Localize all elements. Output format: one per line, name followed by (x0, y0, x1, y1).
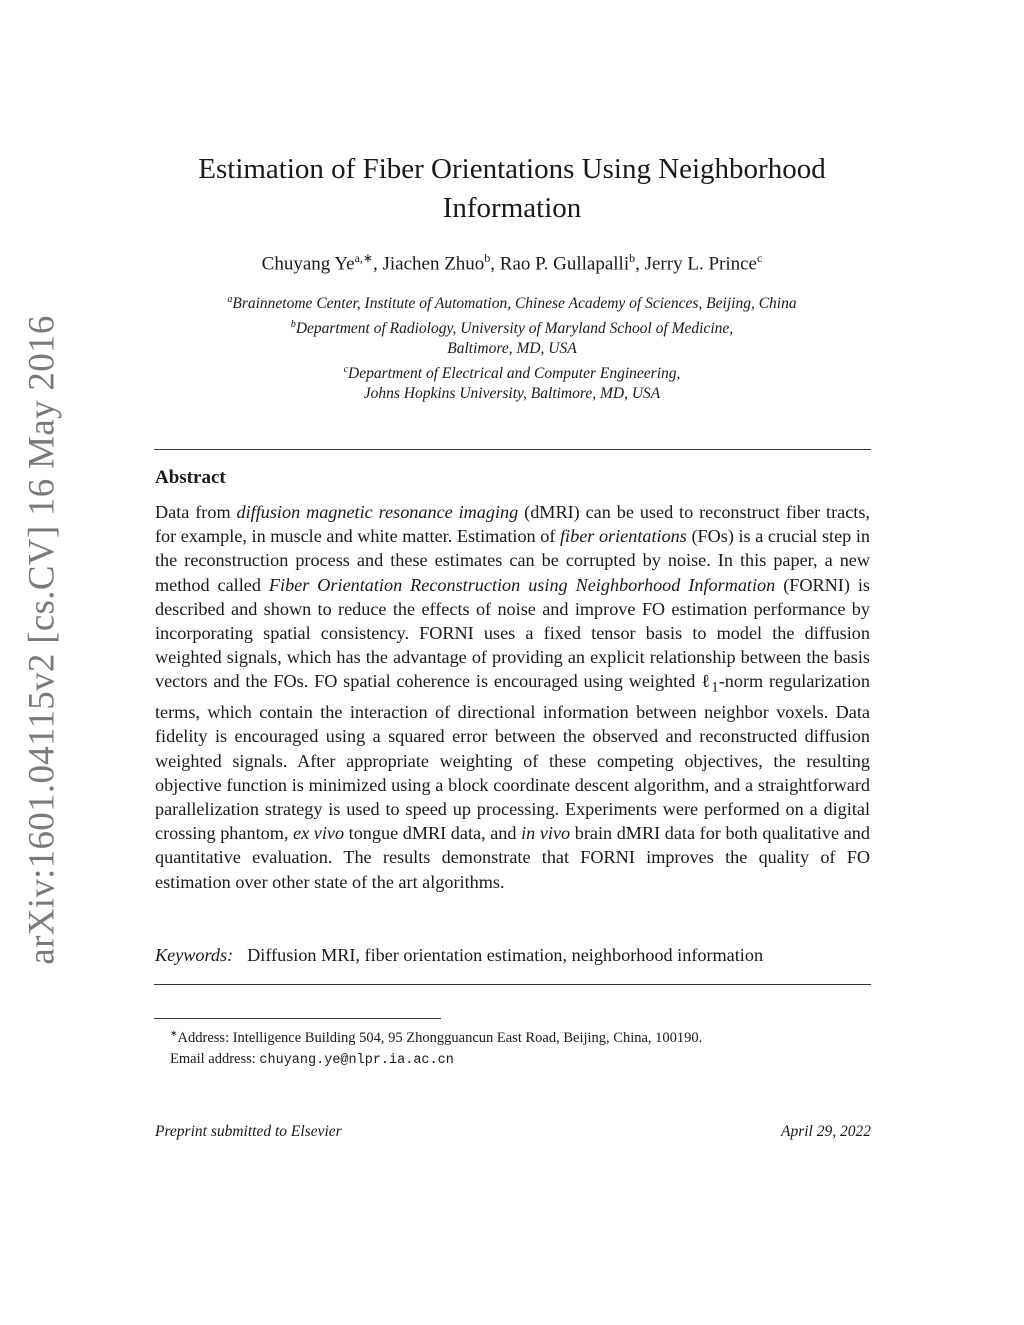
author-affil-mark: b (629, 251, 636, 265)
subscript: 1 (711, 679, 719, 697)
affiliation-b-cont: Baltimore, MD, USA (447, 340, 577, 358)
footnote-mark: ∗ (170, 1028, 178, 1038)
author-name: Rao P. Gullapalli (499, 253, 630, 275)
emphasis: ex vivo (293, 823, 345, 844)
email-link[interactable]: chuyang.ye@nlpr.ia.ac.cn (259, 1052, 454, 1068)
abstract-top-rule (154, 449, 871, 450)
emphasis: fiber orientations (560, 526, 687, 547)
author-name: Jiachen Zhuo (382, 253, 485, 275)
email-label: Email address: (170, 1050, 260, 1067)
author-affil-mark: c (757, 251, 763, 265)
affiliation-c (150, 360, 874, 385)
footnotes (170, 1023, 870, 1071)
author-list: Chuyang $Ye^{a,∗}$, Jiachen Zhuo$^b$, Rao P. Gullapalli$^b$, Jerry L. Prince$^c$ (261, 251, 763, 275)
footnote-rule (154, 1018, 441, 1019)
author-name: Chuyang Ye (261, 253, 355, 275)
affiliation-text: Brainnetome Center, Institute of Automation, Chinese Academy of Sciences, Beijing, China (232, 295, 797, 313)
emphasis: Fiber Orientation Reconstruction using Neighborhood Information (268, 574, 776, 595)
affiliation-a (150, 290, 874, 315)
keywords (155, 945, 870, 966)
keywords-text: Diffusion MRI, fiber orientation estimation, neighborhood information (247, 945, 764, 965)
author-affil-mark: a,∗ (354, 251, 373, 265)
affiliation-mark: c (343, 363, 349, 375)
affiliation-mark: b (290, 318, 296, 330)
author-name: Jerry L. Prince (644, 253, 757, 275)
keywords-label: Keywords: (155, 945, 234, 965)
footnote-email (170, 1049, 870, 1071)
date: April 29, 2022 (781, 1123, 871, 1140)
emphasis: in vivo (521, 823, 571, 844)
abstract-bottom-rule (154, 984, 871, 985)
footnote-address (170, 1023, 870, 1049)
footnote-address-text: Address: Intelligence Building 504, 95 Zhongguancun East Road, Beijing, China, 100190. (177, 1029, 703, 1046)
affiliation-text: Department of Radiology, University of Maryland School of Medicine, (295, 319, 734, 337)
affiliation-text: Department of Electrical and Computer Engineering, (348, 364, 681, 382)
emphasis: diffusion magnetic resonance imaging (236, 502, 519, 522)
affiliation-mark: a (227, 294, 233, 305)
affiliations (150, 290, 874, 405)
affiliation-b (150, 315, 874, 340)
paper-title: Estimation of Fiber Orientations Using Neighborhood Information (198, 153, 826, 224)
abstract-text: Data from diffusion magnetic resonance imaging (dMRI) can be used to reconstruct fiber tracts, for example, in muscle and white matter. Estimation of fiber orientations (FOs) is a crucial step in the reconstruction process and these estimates can be corrupted by noise. In this paper, a new method called Fiber Orientation Reconstruction using Neighborhood Information (FORNI) is described and shown to reduce the effects of noise and improve FO estimation performance by incorporating spatial consistency. FORNI uses a fixed tensor basis to model the diffusion weighted signals, which has the advantage of providing an explicit relationship between the basis vectors and the FOs. FO spatial coherence is encouraged using weighted ℓ$_1$-norm regularization terms, which contain the interaction of directional information between neighbor voxels. Data fidelity is encouraged using a squared error between the observed and reconstructed diffusion weighted signals. After appropriate weighting of these competing objectives, the resulting objective function is minimized using a block coordinate descent algorithm, and a straightforward parallelization strategy is used to speed up processing. Experiments were performed on a digital crossing phantom, ex vivo tongue dMRI data, and in vivo brain dMRI data for both qualitative and quantitative evaluation. The results demonstrate that FORNI improves the quality of FO estimation over other state of the art algorithms. (155, 502, 870, 892)
abstract-heading: Abstract (155, 467, 226, 488)
arxiv-identifier[interactable]: arXiv:1601.04115v2 [cs.CV] 16 May 2016 (21, 315, 63, 965)
affiliation-c-cont: Johns Hopkins University, Baltimore, MD, USA (363, 385, 661, 403)
preprint-note: Preprint submitted to Elsevier (155, 1123, 342, 1140)
author-affil-mark: b (484, 251, 491, 265)
